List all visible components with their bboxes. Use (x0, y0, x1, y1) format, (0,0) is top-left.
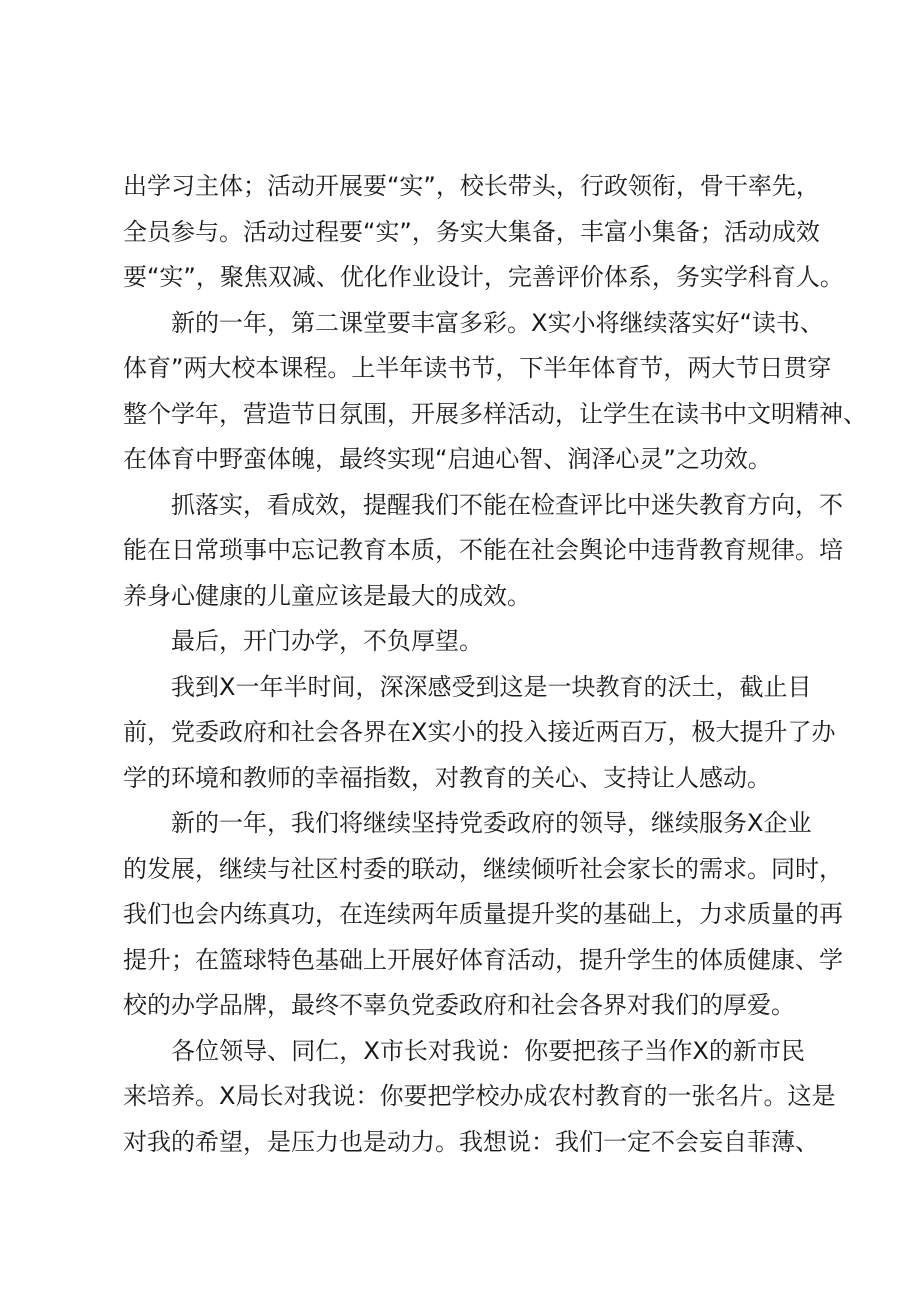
text-line: 的发展，继续与社区村委的联动，继续倾听社会家长的需求。同时， (123, 854, 843, 883)
text-line: 前，党委政府和社会各界在X实小的投入接近两百万，极大提升了办 (123, 718, 836, 746)
text-line: 校的办学品牌，最终不辜负党委政府和社会各界对我们的厚爱。 (123, 991, 795, 1019)
document-body (123, 164, 867, 1165)
text-line: 各位领导、同仁，X市长对我说：你要把孩子当作X的新市民 (171, 1036, 805, 1065)
text-line: 能在日常琐事中忘记教育本质，不能在社会舆论中违背教育规律。培 (123, 536, 843, 564)
text-line: 全员参与。活动过程要“实”，务实大集备，丰富小集备；活动成效 (123, 217, 820, 246)
text-line: 新的一年，第二课堂要丰富多彩。X实小将继续落实好“读书、 (171, 308, 824, 337)
text-line: 新的一年，我们将继续坚持党委政府的领导，继续服务X企业 (171, 809, 812, 837)
text-line: 提升；在篮球特色基础上开展好体育活动，提升学生的体质健康、学 (123, 945, 843, 974)
text-line: 出学习主体；活动开展要“实”，校长带头，行政领衔，骨干率先， (123, 172, 820, 200)
text-line: 我到X一年半时间，深深感受到这是一块教育的沃土，截止目 (171, 672, 812, 701)
text-line: 体育”两大校本课程。上半年读书节，下半年体育节，两大节日贯穿 (123, 354, 832, 382)
text-line: 要“实”，聚焦双减、优化作业设计，完善评价体系，务实学科育人。 (123, 263, 844, 291)
text-line: 养身心健康的儿童应该是最大的成效。 (123, 581, 531, 610)
text-line: 整个学年，营造节日氛围，开展多样活动，让学生在读书中文明精神、 (123, 399, 867, 428)
text-line: 来培养。X局长对我说：你要把学校办成农村教育的一张名片。这是 (123, 1082, 836, 1110)
text-line: 抓落实，看成效，提醒我们不能在检查评比中迷失教育方向，不 (171, 490, 843, 519)
text-line: 在体育中野蛮体魄，最终实现“启迪心智、润泽心灵”之功效。 (123, 445, 772, 473)
text-line: 对我的希望，是压力也是动力。我想说：我们一定不会妄自菲薄、 (123, 1127, 819, 1156)
text-line: 学的环境和教师的幸福指数，对教育的关心、支持让人感动。 (123, 763, 771, 792)
text-line: 最后，开门办学，不负厚望。 (171, 627, 483, 655)
text-line: 我们也会内练真功，在连续两年质量提升奖的基础上，力求质量的再 (123, 900, 843, 928)
